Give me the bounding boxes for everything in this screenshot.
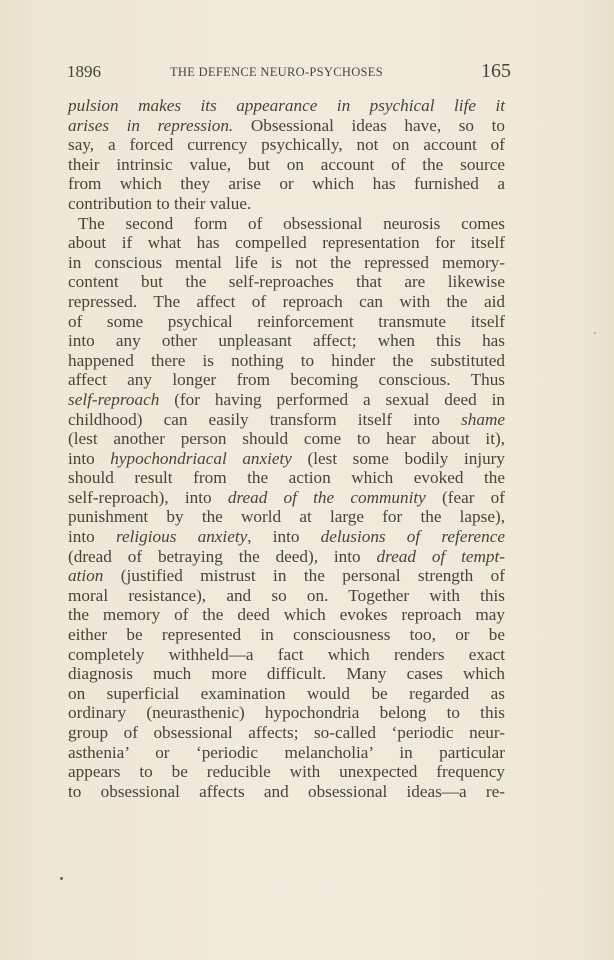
text-line <box>68 233 505 253</box>
page-number: 165 <box>481 60 511 82</box>
text-span: The second form of obsessional neurosis comes <box>78 213 505 233</box>
text-span: Obsessional ideas have, so to <box>233 115 505 135</box>
italic-span: arises in repression. <box>68 115 234 135</box>
text-span: self-reproach), into <box>68 487 228 507</box>
text-line <box>68 782 505 802</box>
text-line <box>68 723 505 743</box>
italic-span: religious anxiety <box>115 527 248 547</box>
text-span: in conscious mental life is not the repressed memory- <box>68 252 505 272</box>
text-span: content but the self-reproaches that are likewise <box>68 272 505 292</box>
text-span: (dread of betraying the deed), into <box>68 546 377 566</box>
text-line <box>68 468 505 488</box>
italic-span: ation <box>68 566 104 586</box>
text-line <box>68 527 505 547</box>
text-span: should result from the action which evoked the <box>68 468 505 488</box>
text-span: moral resistance), and so on. Together with this <box>68 585 505 605</box>
text-span: affect any longer from becoming conscious. Thus <box>68 370 505 390</box>
text-span: (lest some bodily injury <box>291 448 506 468</box>
text-line <box>68 449 505 469</box>
text-line <box>68 174 505 194</box>
text-line <box>68 625 505 645</box>
text-span: diagnosis much more difficult. Many cases which <box>68 664 505 684</box>
text-line <box>68 370 505 390</box>
text-line <box>68 272 505 292</box>
text-span: happened there is nothing to hinder the substituted <box>68 350 505 370</box>
text-span: the memory of the deed which evokes reproach may <box>68 605 505 625</box>
body-text <box>68 96 505 801</box>
text-line <box>68 331 505 351</box>
text-line <box>68 645 505 665</box>
paper-speck <box>594 332 596 334</box>
text-span: appears to be reducible with unexpected frequency <box>68 762 505 782</box>
paper-speck <box>60 877 63 880</box>
text-line <box>68 292 505 312</box>
text-span: repressed. The affect of reproach can with the aid <box>68 291 505 311</box>
text-line <box>68 116 505 136</box>
text-line <box>68 664 505 684</box>
running-head <box>67 60 511 86</box>
text-line <box>68 390 505 410</box>
italic-span: self-reproach <box>68 389 160 409</box>
text-span: , into <box>247 527 321 547</box>
text-span: into any other unpleasant affect; when this has <box>68 331 505 351</box>
text-line <box>68 429 505 449</box>
italic-span: dread of the community <box>227 487 426 507</box>
text-line <box>68 762 505 782</box>
text-span: (lest another person should come to hear about it), <box>68 429 505 449</box>
text-line <box>68 605 505 625</box>
text-span: to obsessional affects and obsessional ideas—a re- <box>68 781 505 801</box>
text-line <box>68 743 505 763</box>
text-span: (justified mistrust in the personal strength of <box>103 566 505 586</box>
italic-span: pulsion makes its appearance in psychical life it <box>68 96 505 115</box>
text-line <box>68 253 505 273</box>
text-span: of some psychical reinforcement transmute itself <box>68 311 505 331</box>
text-line <box>68 312 505 332</box>
text-span: punishment by the world at large for the lapse), <box>68 507 505 527</box>
text-line <box>68 507 505 527</box>
text-span: say, a forced currency psychically, not on account of <box>68 135 505 155</box>
text-span: about if what has compelled representation for itself <box>68 233 505 253</box>
italic-span: shame <box>461 409 505 429</box>
text-line <box>68 684 505 704</box>
text-span: childhood) can easily transform itself into <box>68 409 462 429</box>
text-span: either be represented in consciousness too, or be <box>68 625 505 645</box>
text-span: (for having performed a sexual deed in <box>159 389 505 409</box>
text-line <box>68 703 505 723</box>
text-span: (fear of <box>425 487 505 507</box>
running-head-year: 1896 <box>67 62 101 81</box>
text-span: from which they arise or which has furnished a <box>68 174 505 194</box>
text-span: into <box>68 527 116 547</box>
text-span: their intrinsic value, but on account of the source <box>68 154 505 174</box>
italic-span: hypochondriacal anxiety <box>110 448 292 468</box>
text-line <box>68 155 505 175</box>
italic-span: delusions of reference <box>320 527 505 547</box>
text-span: into <box>68 448 111 468</box>
text-line <box>68 351 505 371</box>
italic-span: dread of tempt- <box>376 546 505 566</box>
text-line <box>68 586 505 606</box>
text-line <box>68 488 505 508</box>
text-line <box>68 214 505 234</box>
text-span: completely withheld—a fact which renders exact <box>68 644 505 664</box>
running-head-title: THE DEFENCE NEURO-PSYCHOSES <box>170 65 383 79</box>
text-line <box>68 194 505 214</box>
text-span: ordinary (neurasthenic) hypochondria belong to this <box>68 703 505 723</box>
text-line <box>68 96 505 116</box>
text-line <box>68 410 505 430</box>
text-span: asthenia’ or ‘periodic melancholia’ in particular <box>68 742 505 762</box>
text-span: contribution to their value. <box>68 193 252 213</box>
text-line <box>68 135 505 155</box>
text-span: on superficial examination would be regarded as <box>68 683 505 703</box>
text-line <box>68 566 505 586</box>
text-span: group of obsessional affects; so-called ‘periodic neur- <box>68 723 505 742</box>
text-line <box>68 547 505 567</box>
